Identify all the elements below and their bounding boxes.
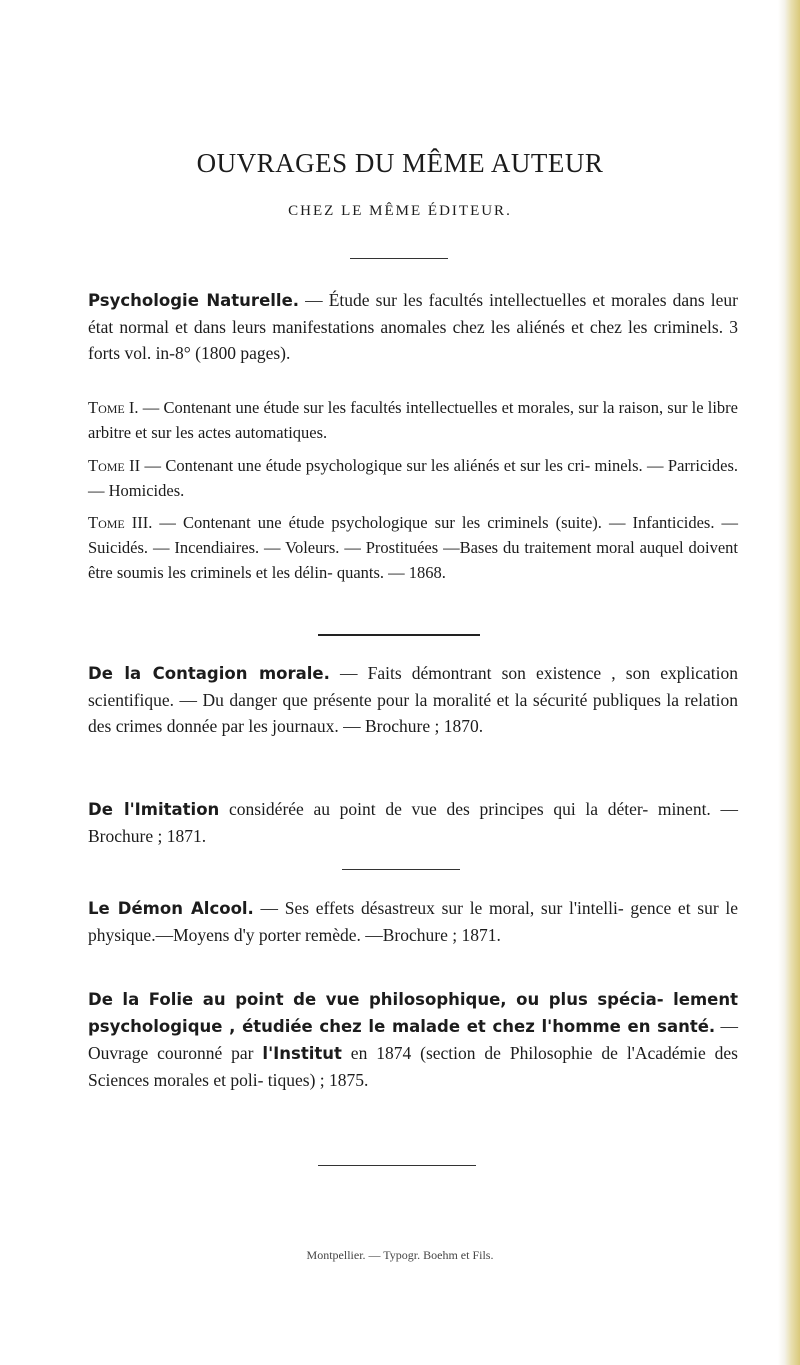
divider bbox=[342, 869, 460, 870]
volume-entry bbox=[88, 395, 738, 445]
volume-label: Tome II bbox=[88, 456, 141, 475]
entry-description-cont: en 1874 (section de Philosophie de l'Académie des Sciences morales et poli- tiques) ; 1875. bbox=[88, 1043, 738, 1090]
volume-description: — Contenant une étude psychologique sur les criminels (suite). — Infanticides. — Suicidés. — Incendiaires. — Voleurs. — Prostituées —Bases du traitement moral auquel doivent être soumis les criminels et les délin- quants. — 1868. bbox=[88, 513, 739, 582]
book-entry bbox=[88, 986, 738, 1093]
volume-entry bbox=[88, 453, 738, 503]
entry-title: Psychologie Naturelle. bbox=[88, 291, 300, 310]
page-title: OUVRAGES DU MÊME AUTEUR bbox=[196, 148, 604, 178]
entry-title: De la Contagion morale. bbox=[88, 664, 330, 683]
volume-entry bbox=[88, 510, 738, 585]
volume-label: Tome III. bbox=[88, 513, 153, 532]
book-entry bbox=[88, 895, 738, 948]
printer-imprint: Montpellier. — Typogr. Boehm et Fils. bbox=[306, 1248, 494, 1262]
entry-description: — Étude sur les facultés intellectuelles et morales dans leur état normal et dans leurs manifestations anomales chez les aliénés et chez les criminels. 3 forts vol. in-8° (1800 pages). bbox=[88, 290, 738, 363]
volume-label: Tome I. bbox=[88, 398, 139, 417]
entry-title: De la Folie au point de vue philosophique, ou plus spécia- lement psychologique , étudiée chez le malade et chez l'homme en santé. bbox=[88, 990, 738, 1036]
divider bbox=[350, 258, 448, 259]
book-entry bbox=[88, 287, 738, 366]
entry-description: considérée au point de vue des principes qui la déter- minent. — Brochure ; 1871. bbox=[88, 799, 738, 846]
book-entry bbox=[88, 796, 738, 849]
volume-description: — Contenant une étude sur les facultés intellectuelles et morales, sur la raison, sur le libre arbitre et sur les actes automatiques. bbox=[88, 398, 738, 442]
entry-description: — Ouvrage couronné par bbox=[88, 1016, 738, 1063]
volume-description: — Contenant une étude psychologique sur les aliénés et sur les cri- minels. — Parricides. — Homicides. bbox=[88, 456, 738, 500]
entry-description: — Ses effets désastreux sur le moral, sur l'intelli- gence et sur le physique.—Moyens d'y porter remède. —Brochure ; 1871. bbox=[88, 898, 738, 945]
page-subtitle: CHEZ LE MÊME ÉDITEUR. bbox=[288, 203, 512, 219]
entry-emphasis: l'Institut bbox=[262, 1044, 342, 1063]
entry-description: — Faits démontrant son existence , son explication scientifique. — Du danger que présente pour la moralité et la sécurité publiques la relation des crimes donnée par les journaux. — Brochure ; 1870. bbox=[88, 663, 738, 736]
divider bbox=[318, 1165, 476, 1166]
book-entry bbox=[88, 660, 738, 739]
divider bbox=[318, 634, 480, 636]
entry-title: De l'Imitation bbox=[88, 800, 220, 819]
entry-title: Le Démon Alcool. bbox=[88, 899, 254, 918]
